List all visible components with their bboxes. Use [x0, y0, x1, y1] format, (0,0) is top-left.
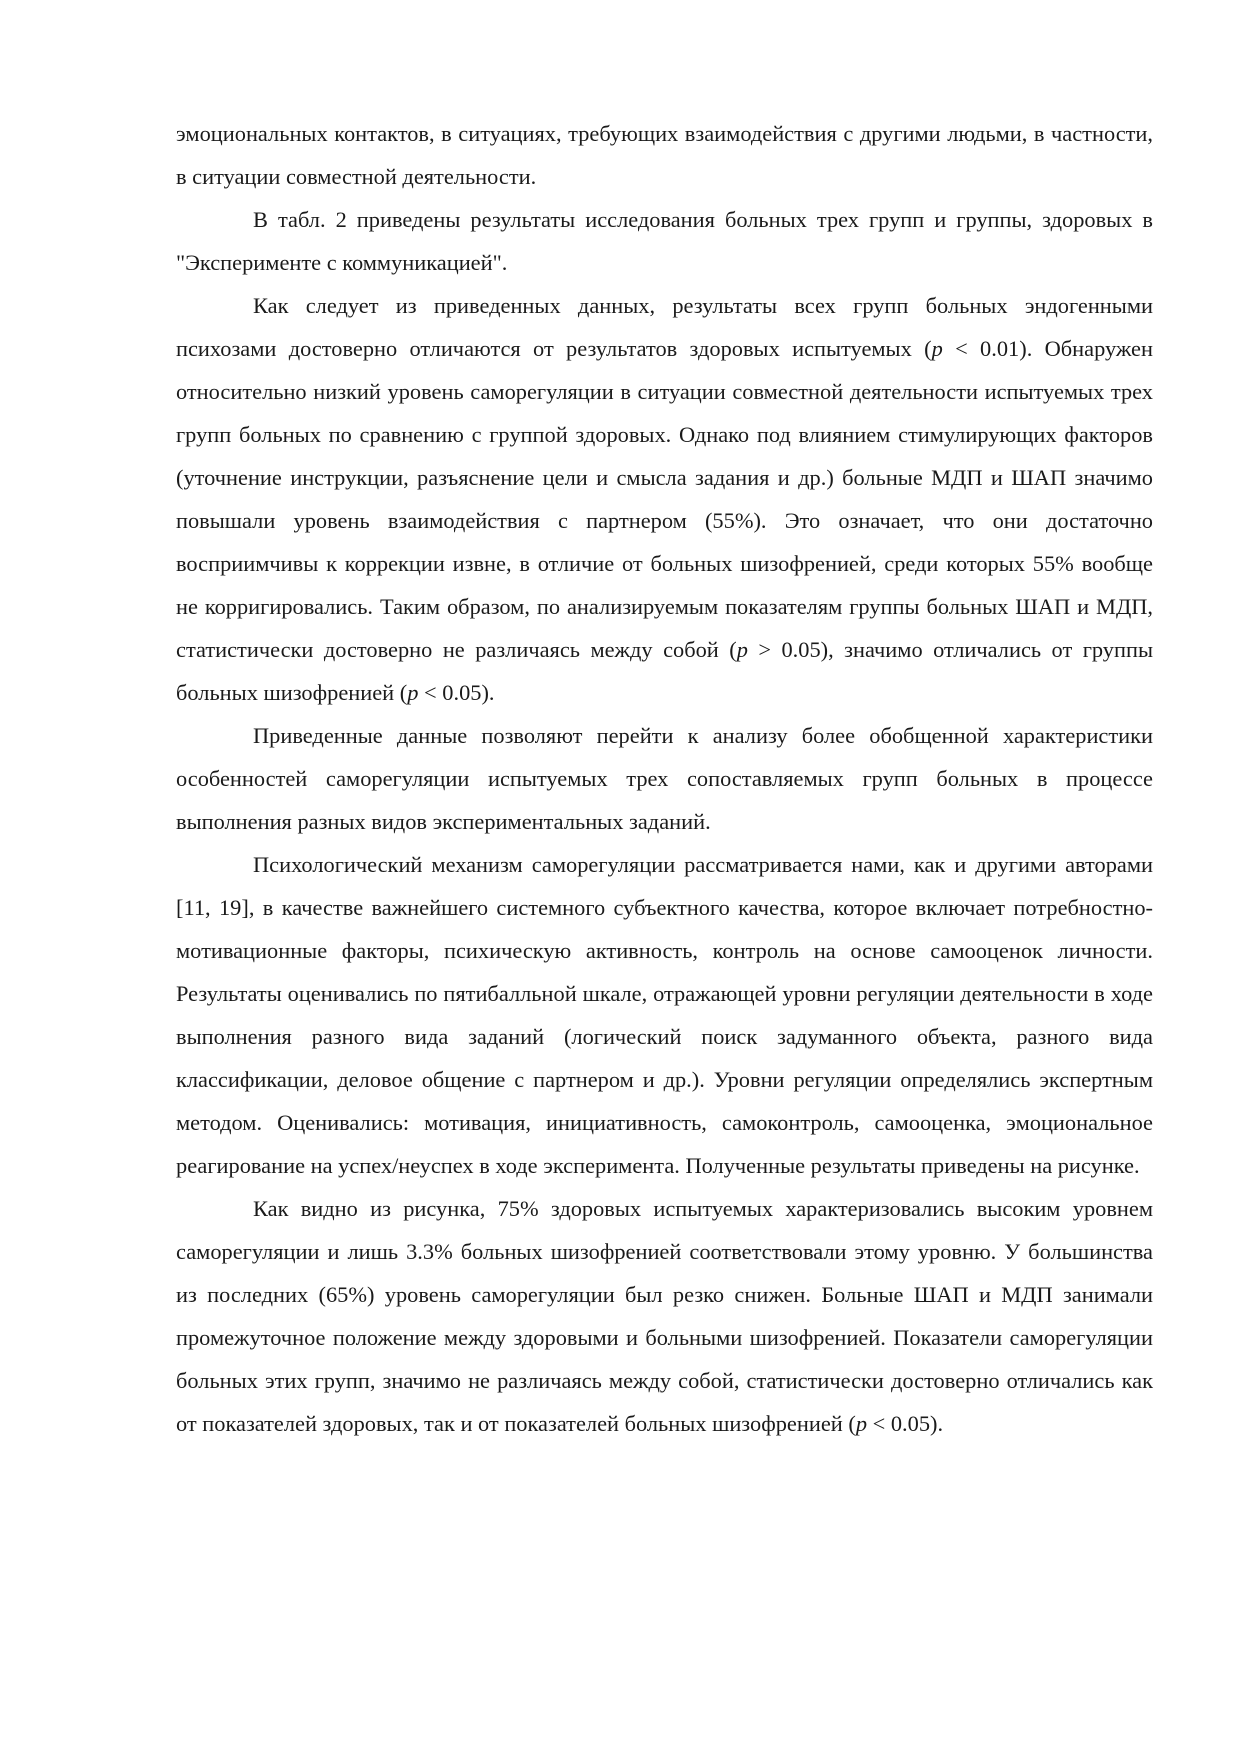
- paragraph-continuation: эмоциональных контактов, в ситуациях, требующих взаимодействия с другими людьми, в частности, в ситуации совместной деятельности.: [176, 121, 1153, 189]
- paragraph-data-analysis: Как следует из приведенных данных, результаты всех групп больных эндогенными психозами достоверно отличаются от результатов здоровых испытуемых (p < 0.01). Обнаружен относительно низкий уровень саморегуляции в ситуации совместной деятельности испытуемых трех групп больных по сравнению с группой здоровых. Однако под влиянием стимулирующих факторов (уточнение инструкции, разъяснение цели и смысла задания и др.) больные МДП и ШАП значимо повышали уровень взаимодействия с партнером (55%). Это означает, что они достаточно восприимчивы к коррекции извне, в отличие от больных шизофренией, среди которых 55% вообще не корригировались. Таким образом, по анализируемым показателям группы больных ШАП и МДП, статистически достоверно не различаясь между собой (p > 0.05), значимо отличались от группы больных шизофренией (p < 0.05).: [176, 293, 1153, 705]
- document-page: [176, 112, 1153, 1445]
- paragraph-table-reference: В табл. 2 приведены результаты исследования больных трех групп и группы, здоровых в "Эксперименте с коммуникацией".: [176, 207, 1153, 275]
- paragraph-transition: Приведенные данные позволяют перейти к анализу более обобщенной характеристики особенностей саморегуляции испытуемых трех сопоставляемых групп больных в процессе выполнения разных видов экспериментальных заданий.: [176, 723, 1153, 834]
- paragraph-figure-results: Как видно из рисунка, 75% здоровых испытуемых характеризовались высоким уровнем саморегуляции и лишь 3.3% больных шизофренией соответствовали этому уровню. У большинства из последних (65%) уровень саморегуляции был резко снижен. Больные ШАП и МДП занимали промежуточное положение между здоровыми и больными шизофренией. Показатели саморегуляции больных этих групп, значимо не различаясь между собой, статистически достоверно отличались как от показателей здоровых, так и от показателей больных шизофренией (p < 0.05).: [176, 1196, 1153, 1436]
- paragraph-mechanism: Психологический механизм саморегуляции рассматривается нами, как и другими авторами [11, 19], в качестве важнейшего системного субъектного качества, которое включает потребностно-мотивационные факторы, психическую активность, контроль на основе самооценок личности. Результаты оценивались по пятибалльной шкале, отражающей уровни регуляции деятельности в ходе выполнения разного вида заданий (логический поиск задуманного объекта, разного вида классификации, деловое общение с партнером и др.). Уровни регуляции определялись экспертным методом. Оценивались: мотивация, инициативность, самоконтроль, самооценка, эмоциональное реагирование на успех/неуспех в ходе эксперимента. Полученные результаты приведены на рисунке.: [176, 852, 1153, 1178]
